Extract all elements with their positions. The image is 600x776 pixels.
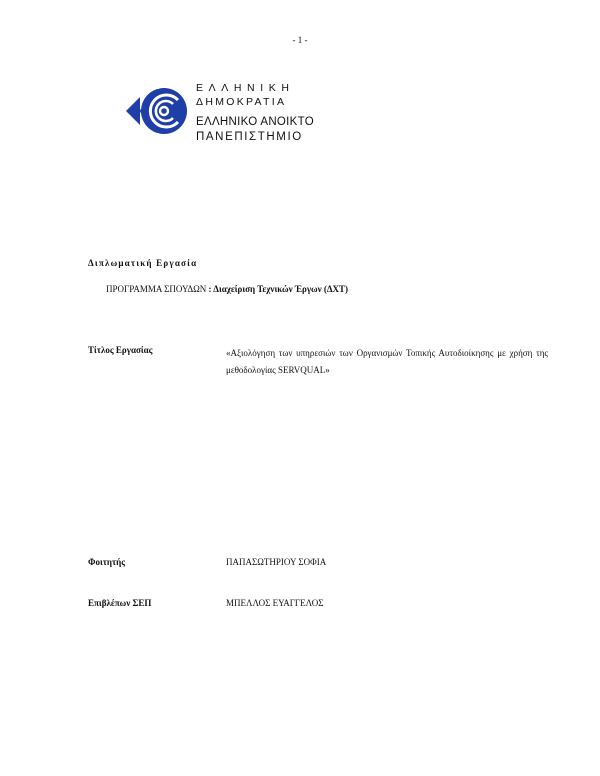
program-line bbox=[106, 284, 348, 294]
title-value: «Αξιολόγηση των υπηρεσιών των Οργανισμών Τοπικής Αυτοδιοίκησης με χρήση της μεθοδολογίας SERVQUAL» bbox=[226, 348, 548, 375]
program-value: : Διαχείριση Τεχνικών Έργων (ΔΧΤ) bbox=[206, 284, 349, 294]
supervisor-label: Επιβλέπων ΣΕΠ bbox=[88, 598, 152, 608]
supervisor-value: ΜΠΕΛΛΟΣ ΕΥΑΓΓΕΛΟΣ bbox=[226, 598, 324, 608]
logo-text-line3: ΕΛΛΗΝΙΚΟ ΑΝΟΙΚΤΟ bbox=[196, 116, 315, 128]
student-label: Φοιτητής bbox=[88, 557, 126, 567]
page-number: - 1 - bbox=[292, 35, 308, 45]
logo-text-line4: ΠΑΝΕΠΙΣΤΗΜΙΟ bbox=[196, 131, 303, 143]
program-label: ΠΡΟΓΡΑΜΜΑ ΣΠΟΥΔΩΝ bbox=[106, 284, 207, 294]
logo-text-line1: ΕΛΛΗΝΙΚΗ bbox=[196, 82, 295, 94]
eap-emblem-icon bbox=[126, 82, 192, 140]
thesis-type-label: Διπλωματική Εργασία bbox=[88, 258, 198, 268]
title-label: Τίτλος Εργασίας bbox=[88, 345, 153, 355]
student-value: ΠΑΠΑΣΩΤΗΡΙΟΥ ΣΟΦΙΑ bbox=[226, 557, 327, 567]
logo-text-line2: ΔΗΜΟΚΡΑΤΙΑ bbox=[196, 96, 287, 108]
